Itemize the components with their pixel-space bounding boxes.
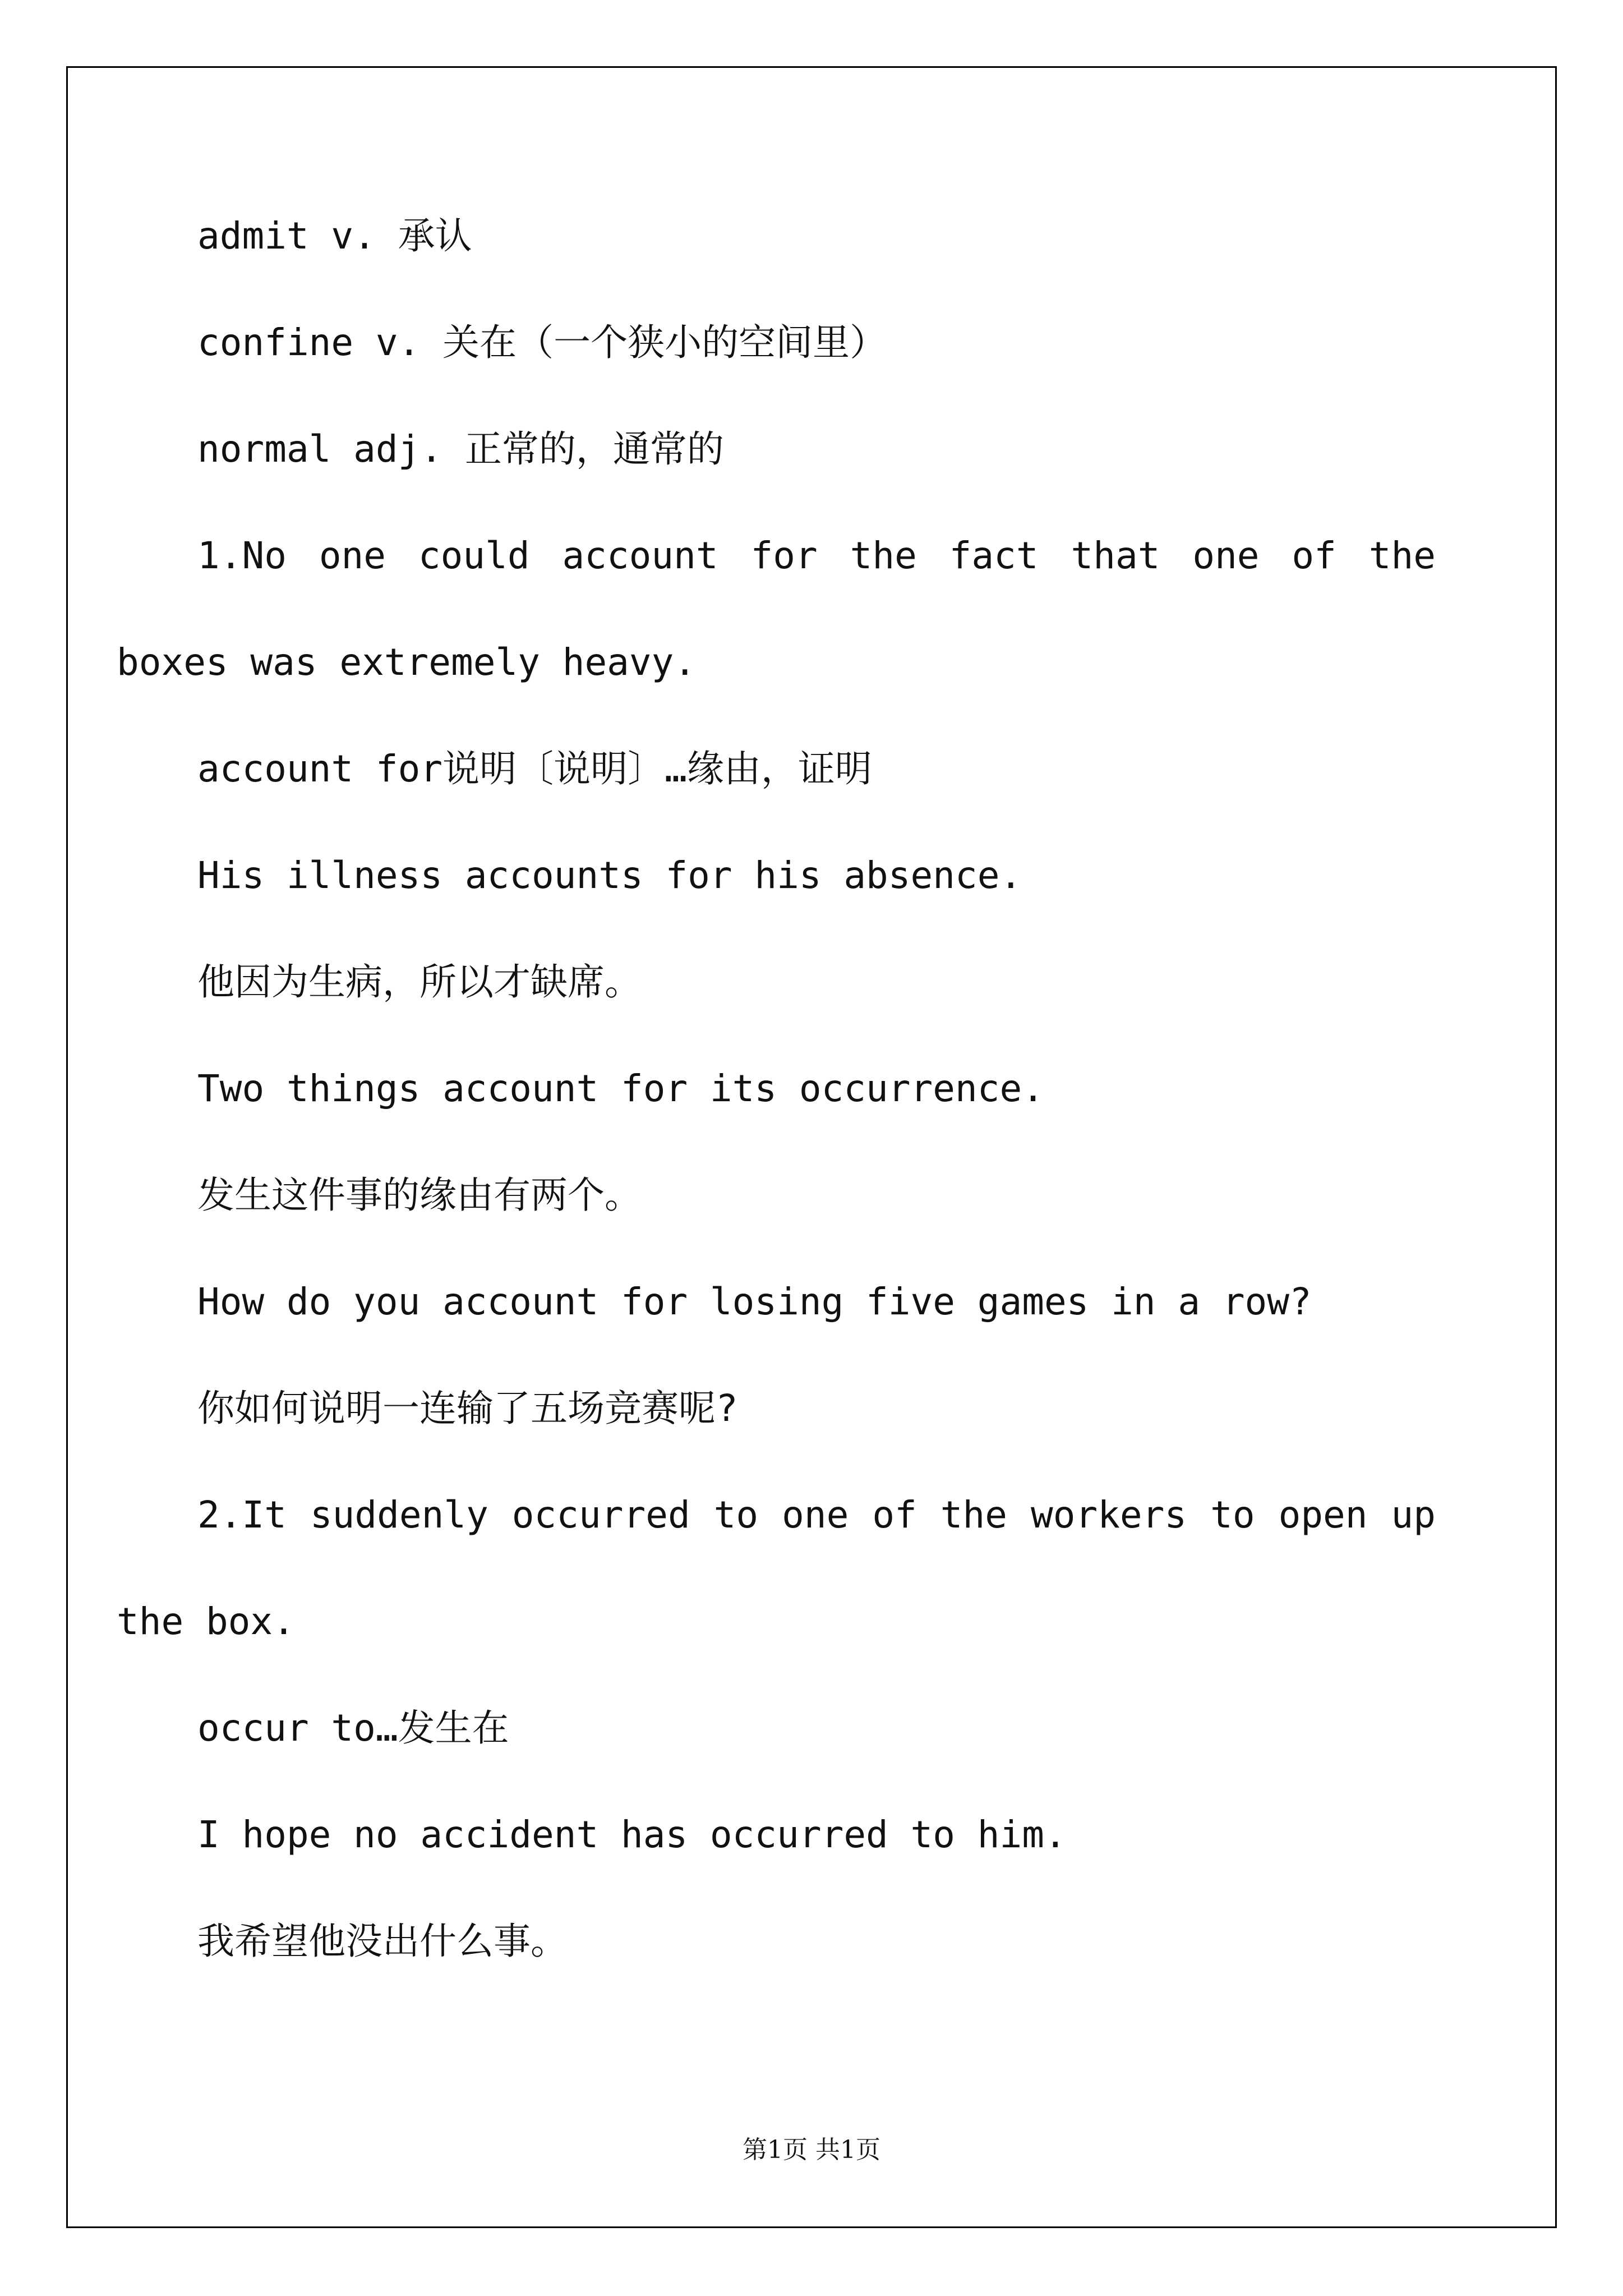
example-sentence-1-part1: 1.No one could account for the fact that one of the bbox=[197, 534, 1436, 577]
example-sentence-2-part2: the box. bbox=[117, 1600, 295, 1643]
example-english: How do you account for losing five games in a row? bbox=[197, 1280, 1312, 1323]
example-chinese: 你如何说明一连输了五场竞赛呢? bbox=[197, 1387, 738, 1430]
example-sentence-2-part1: 2.It suddenly occurred to one of the workers to open up bbox=[197, 1493, 1436, 1536]
page-footer: 第1页 共1页 bbox=[743, 2136, 880, 2164]
vocab-line-confine: confine v. 关在（一个狭小的空间里） bbox=[197, 321, 887, 364]
example-english: I hope no accident has occurred to him. bbox=[197, 1813, 1067, 1856]
example-chinese: 发生这件事的缘由有两个。 bbox=[197, 1174, 642, 1217]
page-border bbox=[66, 66, 1557, 2228]
example-chinese: 他因为生病，所以才缺席。 bbox=[197, 960, 642, 1004]
phrase-occur-to: occur to…发生在 bbox=[197, 1706, 509, 1750]
vocab-line-normal: normal adj. 正常的，通常的 bbox=[197, 427, 724, 471]
phrase-account-for: account for说明〔说明〕…缘由，证明 bbox=[197, 747, 872, 790]
vocab-line-admit: admit v. 承认 bbox=[197, 214, 472, 257]
example-english: His illness accounts for his absence. bbox=[197, 854, 1022, 897]
example-chinese: 我希望他没出什么事。 bbox=[197, 1920, 568, 1963]
example-english: Two things account for its occurrence. bbox=[197, 1067, 1044, 1110]
example-sentence-1-part2: boxes was extremely heavy. bbox=[117, 641, 697, 684]
